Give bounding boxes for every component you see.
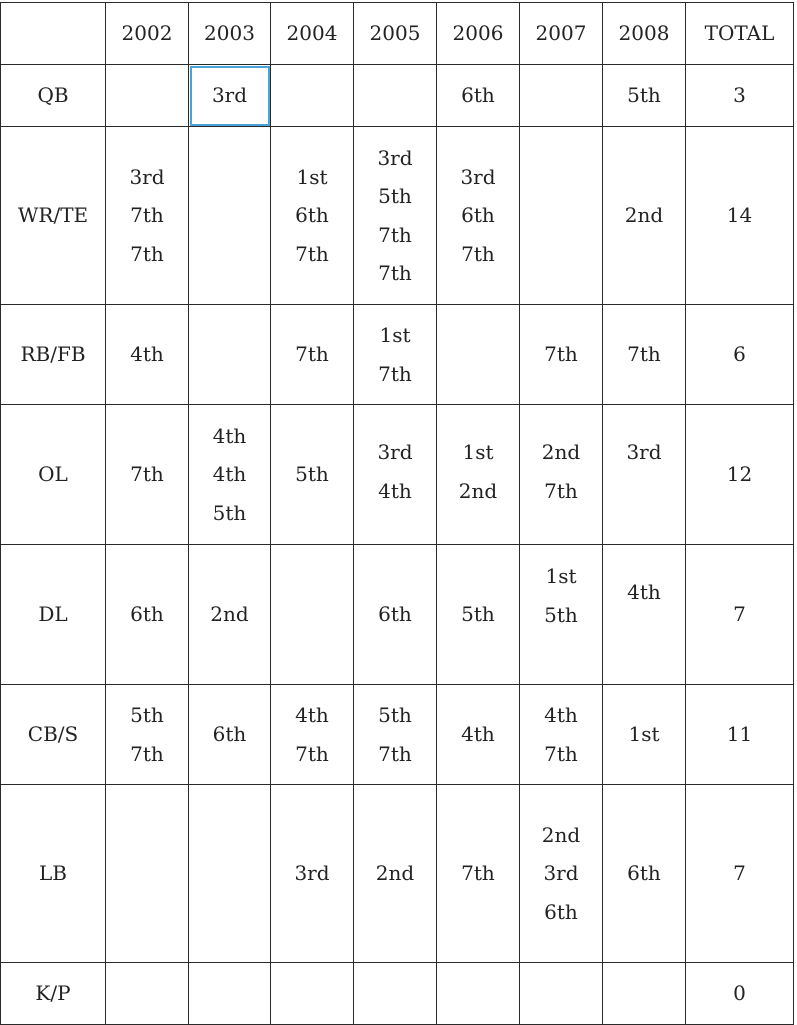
- pick-round: 6th: [378, 602, 412, 627]
- header-row: [1, 3, 794, 65]
- row-label-cell: RB/FB: [1, 305, 106, 405]
- table-cell[interactable]: [189, 685, 271, 785]
- pick-round: 6th: [130, 602, 164, 627]
- row-label-cell: CB/S: [1, 685, 106, 785]
- table-cell[interactable]: [271, 685, 354, 785]
- table-cell[interactable]: [354, 963, 437, 1025]
- cell-content: [271, 854, 353, 893]
- cell-content: [271, 455, 353, 494]
- pick-round: 2nd: [375, 861, 415, 886]
- pick-round: 7th: [295, 741, 329, 766]
- row-label-cell: OL: [1, 405, 106, 545]
- pick-round: 7th: [130, 241, 164, 266]
- cell-content: [603, 196, 685, 235]
- pick-round: 7th: [130, 203, 164, 228]
- pick-round: 7th: [295, 342, 329, 367]
- table-body: [1, 65, 794, 1025]
- row-label-cell: K/P: [1, 963, 106, 1025]
- header-cell-2008: 2008: [603, 3, 686, 65]
- table-cell[interactable]: [437, 405, 520, 545]
- row-label-cell: DL: [1, 545, 106, 685]
- table-cell[interactable]: [106, 405, 189, 545]
- table-cell[interactable]: [106, 305, 189, 405]
- table-cell[interactable]: [437, 785, 520, 963]
- table-cell[interactable]: [437, 685, 520, 785]
- pick-round: 4th: [544, 703, 578, 727]
- pick-round: 7th: [130, 741, 164, 766]
- pick-round: 4th: [378, 478, 412, 503]
- table-cell[interactable]: [189, 405, 271, 545]
- total-cell: 0: [686, 963, 794, 1025]
- table-cell[interactable]: [520, 785, 603, 963]
- cell-content: [354, 595, 436, 634]
- header-cell-2002: 2002: [106, 3, 189, 65]
- table-row: [1, 305, 794, 405]
- pick-round: 1st: [545, 564, 577, 588]
- pick-round: 5th: [212, 500, 247, 525]
- table-cell[interactable]: [271, 127, 354, 305]
- table-cell[interactable]: [603, 545, 686, 685]
- pick-round: 6th: [461, 83, 495, 108]
- row-label-cell: QB: [1, 65, 106, 127]
- table-cell[interactable]: [354, 785, 437, 963]
- pick-round: 5th: [295, 462, 329, 487]
- cell-content: [106, 158, 188, 274]
- table-cell[interactable]: [437, 65, 520, 127]
- pick-round: 5th: [130, 703, 164, 727]
- pick-round: 3rd: [377, 440, 413, 464]
- cell-content: [354, 696, 436, 773]
- cell-content: [106, 335, 188, 374]
- table-cell[interactable]: [603, 127, 686, 305]
- pick-round: 3rd: [129, 164, 165, 189]
- cell-content: [354, 316, 436, 393]
- table-cell[interactable]: [271, 785, 354, 963]
- cell-content: [603, 405, 685, 472]
- pick-round: 6th: [627, 861, 661, 886]
- table-cell[interactable]: [437, 545, 520, 685]
- total-cell: 12: [686, 405, 794, 545]
- pick-round: 7th: [378, 741, 412, 766]
- header-cell-2004: 2004: [271, 3, 354, 65]
- pick-round: 3rd: [294, 861, 330, 886]
- table-cell[interactable]: [271, 545, 354, 685]
- table-cell[interactable]: [354, 405, 437, 545]
- pick-round: 3rd: [211, 83, 248, 108]
- pick-round: 4th: [295, 703, 329, 727]
- table-cell[interactable]: [520, 305, 603, 405]
- pick-round: 5th: [544, 602, 578, 627]
- cell-content: [520, 405, 602, 510]
- cell-content: [603, 715, 685, 754]
- table-cell[interactable]: [354, 305, 437, 405]
- table-cell[interactable]: [520, 963, 603, 1025]
- cell-content: [520, 335, 602, 374]
- pick-round: 7th: [378, 222, 412, 247]
- table-row: [1, 685, 794, 785]
- pick-round: 6th: [544, 899, 578, 924]
- table-cell[interactable]: [106, 545, 189, 685]
- table-cell[interactable]: [437, 305, 520, 405]
- pick-round: 7th: [461, 861, 495, 886]
- table-cell[interactable]: [271, 305, 354, 405]
- table-cell[interactable]: [189, 545, 271, 685]
- table-cell[interactable]: [437, 963, 520, 1025]
- total-cell: 7: [686, 545, 794, 685]
- pick-round: 2nd: [541, 440, 581, 464]
- table-cell[interactable]: [603, 785, 686, 963]
- total-cell: 6: [686, 305, 794, 405]
- pick-round: 4th: [212, 462, 247, 487]
- cell-content: [106, 455, 188, 494]
- table-cell[interactable]: [437, 127, 520, 305]
- table-cell[interactable]: [106, 127, 189, 305]
- pick-round: 4th: [212, 423, 247, 448]
- table-cell[interactable]: [354, 127, 437, 305]
- cell-content: [189, 715, 270, 754]
- table-cell[interactable]: [603, 685, 686, 785]
- table-cell[interactable]: [189, 305, 271, 405]
- cell-content: [354, 139, 436, 293]
- pick-round: 7th: [461, 241, 495, 266]
- cell-content: [271, 158, 353, 274]
- cell-content: [106, 595, 188, 634]
- total-cell: 3: [686, 65, 794, 127]
- pick-round: 7th: [627, 342, 661, 367]
- header-cell-corner: [1, 3, 106, 65]
- table-cell[interactable]: [354, 65, 437, 127]
- pick-round: 1st: [379, 323, 411, 347]
- pick-round: 3rd: [460, 164, 496, 189]
- table-row: [1, 963, 794, 1025]
- table-cell[interactable]: [354, 685, 437, 785]
- cell-content: [437, 715, 519, 754]
- table-row: [1, 405, 794, 545]
- pick-round: 2nd: [458, 478, 498, 503]
- pick-round: 1st: [462, 440, 494, 464]
- header-cell-2003: 2003: [189, 3, 271, 65]
- cell-content: [189, 595, 270, 634]
- cell-content: [603, 76, 685, 115]
- pick-round: 5th: [461, 602, 495, 627]
- pick-round: 7th: [295, 241, 329, 266]
- table-cell[interactable]: [520, 65, 603, 127]
- table-row: [1, 785, 794, 963]
- table-cell[interactable]: [189, 127, 271, 305]
- table-cell[interactable]: [354, 545, 437, 685]
- table-cell[interactable]: [189, 963, 271, 1025]
- cell-content: [603, 335, 685, 374]
- cell-content: [603, 854, 685, 893]
- cell-content: [520, 816, 602, 932]
- cell-content: [437, 405, 519, 510]
- cell-content: [354, 854, 436, 893]
- cell-content: [354, 405, 436, 510]
- table-cell[interactable]: [520, 685, 603, 785]
- draft-picks-table: [0, 2, 794, 1025]
- pick-round: 6th: [461, 203, 495, 228]
- cell-content: [603, 545, 685, 612]
- cell-content: [437, 158, 519, 274]
- table-cell[interactable]: [520, 545, 603, 685]
- table-cell[interactable]: [106, 963, 189, 1025]
- pick-round: 7th: [544, 741, 578, 766]
- table-cell[interactable]: [271, 405, 354, 545]
- pick-round: 6th: [295, 203, 329, 228]
- cell-content: [106, 696, 188, 773]
- header-cell-2006: 2006: [437, 3, 520, 65]
- row-label-cell: WR/TE: [1, 127, 106, 305]
- pick-round: 1st: [296, 164, 328, 189]
- table-cell[interactable]: [271, 65, 354, 127]
- pick-round: 5th: [378, 703, 412, 727]
- cell-content: [189, 417, 270, 533]
- cell-content: [437, 76, 519, 115]
- pick-round: 5th: [627, 83, 661, 108]
- pick-round: 3rd: [626, 440, 662, 464]
- row-label-cell: LB: [1, 785, 106, 963]
- pick-round: 3rd: [377, 145, 413, 170]
- table-cell[interactable]: [603, 305, 686, 405]
- table-cell[interactable]: [106, 785, 189, 963]
- total-cell: 14: [686, 127, 794, 305]
- pick-round: 7th: [130, 462, 164, 487]
- table-row: [1, 65, 794, 127]
- table-cell-selected[interactable]: [189, 65, 271, 127]
- table-cell[interactable]: [603, 963, 686, 1025]
- cell-content: [189, 76, 270, 115]
- pick-round: 7th: [544, 342, 578, 367]
- pick-round: 4th: [627, 580, 661, 604]
- cell-content: [437, 595, 519, 634]
- cell-content: [271, 696, 353, 773]
- header-cell-total: TOTAL: [686, 3, 794, 65]
- pick-round: 3rd: [543, 861, 579, 886]
- pick-round: 4th: [461, 722, 495, 747]
- pick-round: 1st: [628, 722, 660, 747]
- table-cell[interactable]: [520, 127, 603, 305]
- table-cell[interactable]: [106, 685, 189, 785]
- pick-round: 4th: [130, 342, 164, 367]
- cell-content: [520, 696, 602, 773]
- table-cell[interactable]: [271, 963, 354, 1025]
- pick-round: 7th: [544, 478, 578, 503]
- header-cell-2005: 2005: [354, 3, 437, 65]
- pick-round: 7th: [378, 261, 412, 285]
- table-cell[interactable]: [189, 785, 271, 963]
- table-cell[interactable]: [520, 405, 603, 545]
- table-cell[interactable]: [106, 65, 189, 127]
- pick-round: 7th: [378, 361, 412, 386]
- pick-round: 2nd: [541, 822, 581, 847]
- total-cell: 7: [686, 785, 794, 963]
- cell-content: [271, 335, 353, 374]
- pick-round: 6th: [212, 722, 247, 747]
- pick-round: 2nd: [624, 203, 664, 228]
- total-cell: 11: [686, 685, 794, 785]
- table-cell[interactable]: [603, 65, 686, 127]
- table-row: [1, 545, 794, 685]
- pick-round: 2nd: [210, 602, 249, 627]
- table-row: [1, 127, 794, 305]
- table-cell[interactable]: [603, 405, 686, 545]
- pick-round: 5th: [378, 184, 412, 208]
- cell-content: [520, 545, 602, 634]
- cell-content: [437, 854, 519, 893]
- header-cell-2007: 2007: [520, 3, 603, 65]
